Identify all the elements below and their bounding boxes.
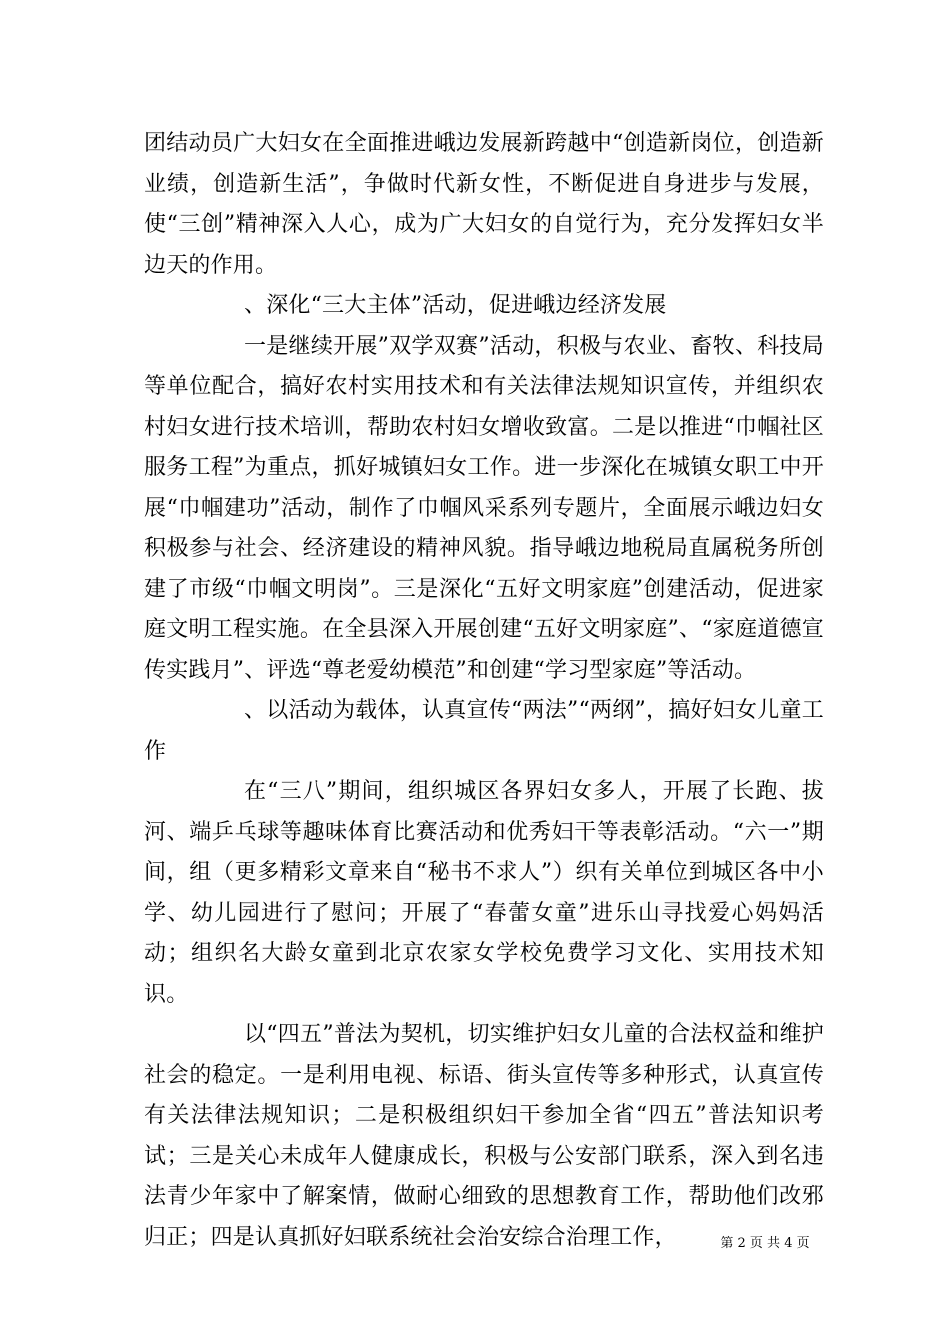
section-heading-two-laws: 、以活动为载体，认真宣传“两法”“两纲”，搞好妇女儿童工作 bbox=[144, 698, 824, 764]
paragraph-double-learning: 一是继续开展”双学双赛”活动，积极与农业、畜牧、科技局等单位配合，搞好农村实用技术和有关法律法规知识宣传，并组织农村妇女进行技术培训，帮助农村妇女增收致富。二是以推进“巾帼社区服务工程”为重点，抓好城镇妇女工作。进一步深化在城镇女职工中开展“巾帼建功”活动，制作了巾帼风采系列专题片，全面展示峨边妇女积极参与社会、经济建设的精神风貌。指导峨边地税局直属税务所创建了市级“巾帼文明岗”。三是深化“五好文明家庭”创建活动，促进家庭文明工程实施。在全县深入开展创建“五好文明家庭”、“家庭道德宣传实践月”、评选“尊老爱幼模范”和创建“学习型家庭”等活动。 bbox=[144, 333, 824, 683]
document-body bbox=[144, 124, 824, 1258]
paragraph-womens-day-activities: 在“三八”期间，组织城区各界妇女多人，开展了长跑、拔河、端乒乓球等趣味体育比赛活动和优秀妇干等表彰活动。“六一”期间，组（更多精彩文章来自“秘书不求人”）织有关单位到城区各中小学、幼儿园进行了慰问；开展了“春蕾女童”进乐山寻找爱心妈妈活动；组织名大龄女童到北京农家女学校免费学习文化、实用技术知识。 bbox=[144, 779, 824, 1007]
page-footer bbox=[0, 1232, 950, 1251]
paragraph-intro: 团结动员广大妇女在全面推进峨边发展新跨越中“创造新岗位，创造新业绩，创造新生活”，争做时代新女性，不断促进自身进步与发展，使“三创”精神深入人心，成为广大妇女的自觉行为，充分发挥妇女半边天的作用。 bbox=[144, 131, 824, 278]
paragraph-legal-education: 以“四五”普法为契机，切实维护妇女儿童的合法权益和维护社会的稳定。一是利用电视、标语、街头宣传等多种形式，认真宣传有关法律法规知识；二是积极组织妇干参加全省“四五”普法知识考试；三是关心未成年人健康成长，积极与公安部门联系，深入到名违法青少年家中了解案情，做耐心细致的思想教育工作，帮助他们改邪归正；四是认真抓好妇联系统社会治安综合治理工作， bbox=[144, 1022, 824, 1250]
section-heading-three-subjects: 、深化“三大主体”活动，促进峨边经济发展 bbox=[244, 293, 667, 318]
page-number-label: 第 2 页 共 4 页 bbox=[720, 1236, 810, 1251]
